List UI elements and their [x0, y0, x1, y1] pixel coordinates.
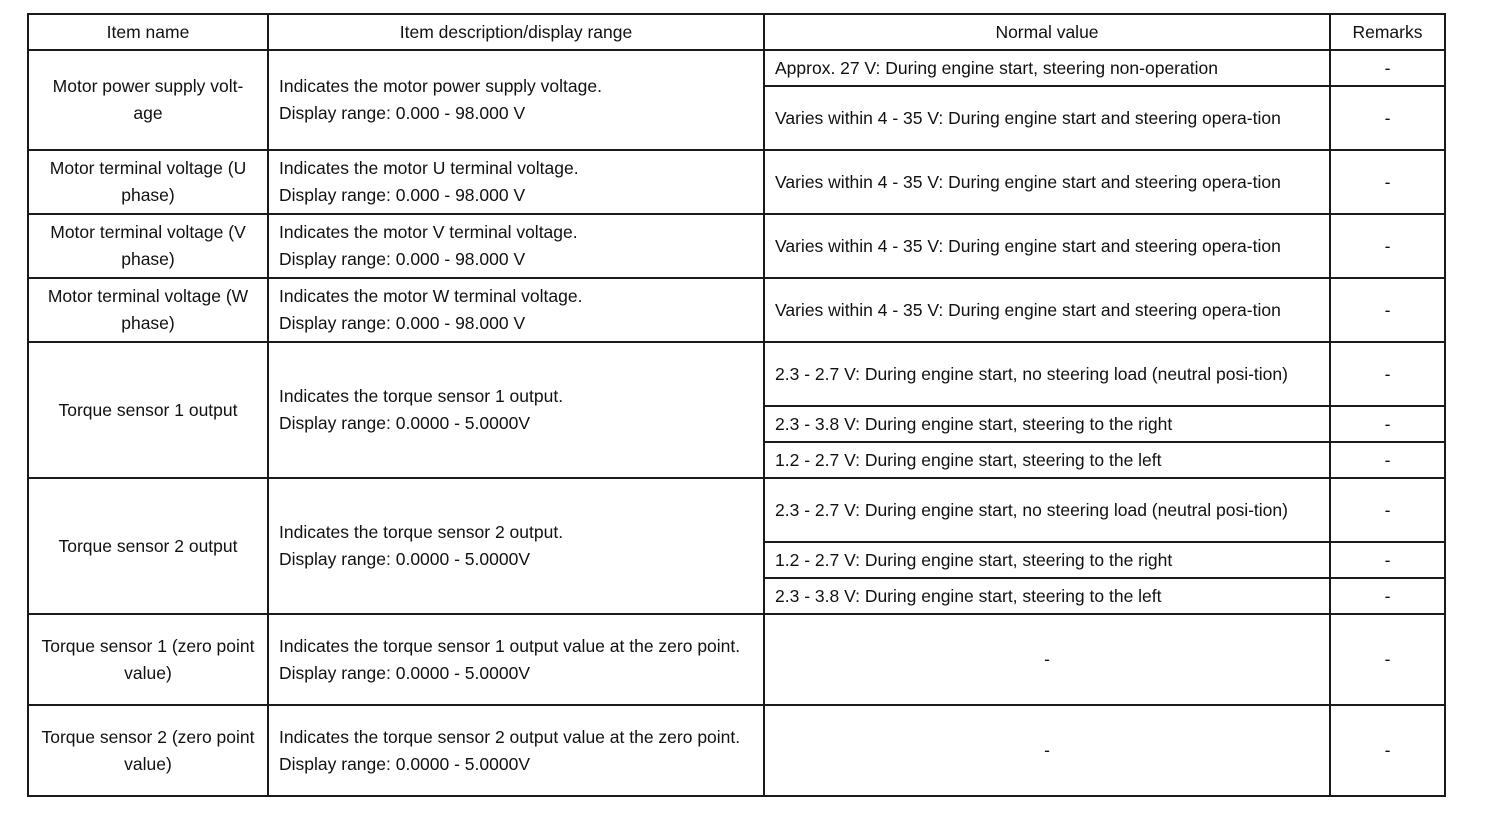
- remarks-cell: -: [1330, 342, 1445, 406]
- remarks-cell: -: [1330, 478, 1445, 542]
- remarks-cell: -: [1330, 442, 1445, 478]
- normal-value-cell: Varies within 4 - 35 V: During engine start and steering opera-tion: [764, 278, 1330, 342]
- table-row: [28, 478, 1445, 542]
- table-row: [28, 705, 1445, 796]
- item-name-cell: Torque sensor 1 output: [28, 342, 268, 478]
- description-text: Indicates the torque sensor 1 output value at the zero point.: [279, 635, 741, 656]
- table-row: [28, 214, 1445, 278]
- description-text: Indicates the torque sensor 1 output.: [279, 386, 564, 406]
- remarks-cell: -: [1330, 578, 1445, 614]
- header-normal-value: Normal value: [764, 14, 1330, 50]
- normal-value-cell: Varies within 4 - 35 V: During engine start and steering opera-tion: [764, 150, 1330, 214]
- normal-value-cell: 2.3 - 3.8 V: During engine start, steering to the right: [764, 406, 1330, 442]
- header-description: Item description/display range: [268, 14, 764, 50]
- item-name-cell: Motor power supply volt-age: [28, 50, 268, 150]
- normal-value-cell: 2.3 - 2.7 V: During engine start, no steering load (neutral posi-tion): [764, 478, 1330, 542]
- remarks-cell: -: [1330, 86, 1445, 150]
- item-description-cell: [268, 278, 764, 342]
- remarks-cell: -: [1330, 705, 1445, 796]
- item-name-cell: Motor terminal voltage (U phase): [28, 150, 268, 214]
- item-description-cell: [268, 478, 764, 614]
- table-row: [28, 278, 1445, 342]
- remarks-cell: -: [1330, 542, 1445, 578]
- description-text: Indicates the motor W terminal voltage.: [279, 286, 583, 306]
- item-description-cell: [268, 50, 764, 150]
- remarks-cell: -: [1330, 150, 1445, 214]
- description-text: Indicates the motor V terminal voltage.: [279, 222, 578, 242]
- normal-value-cell: 2.3 - 3.8 V: During engine start, steering to the left: [764, 578, 1330, 614]
- remarks-cell: -: [1330, 50, 1445, 86]
- remarks-cell: -: [1330, 614, 1445, 705]
- table-header-row: [28, 14, 1445, 50]
- item-name-cell: Motor terminal voltage (W phase): [28, 278, 268, 342]
- display-range-text: Display range: 0.000 - 98.000 V: [279, 249, 526, 269]
- description-text: Indicates the torque sensor 2 output value at the zero point.: [279, 726, 741, 747]
- normal-value-cell: -: [764, 705, 1330, 796]
- table-row: [28, 150, 1445, 214]
- table-row: [28, 50, 1445, 86]
- item-description-cell: [268, 705, 764, 796]
- description-text: Indicates the motor U terminal voltage.: [279, 158, 579, 178]
- display-range-text: Display range: 0.000 - 98.000 V: [279, 185, 526, 205]
- item-description-cell: [268, 614, 764, 705]
- item-name-cell: Motor terminal voltage (V phase): [28, 214, 268, 278]
- remarks-cell: -: [1330, 214, 1445, 278]
- normal-value-cell: 1.2 - 2.7 V: During engine start, steering to the left: [764, 442, 1330, 478]
- item-description-cell: [268, 214, 764, 278]
- item-name-cell: Torque sensor 2 output: [28, 478, 268, 614]
- normal-value-cell: Approx. 27 V: During engine start, steering non-operation: [764, 50, 1330, 86]
- normal-value-cell: 1.2 - 2.7 V: During engine start, steering to the right: [764, 542, 1330, 578]
- header-item-name: Item name: [28, 14, 268, 50]
- display-range-text: Display range: 0.0000 - 5.0000V: [279, 753, 530, 774]
- table-row: [28, 614, 1445, 705]
- display-range-text: Display range: 0.0000 - 5.0000V: [279, 549, 530, 569]
- normal-value-cell: 2.3 - 2.7 V: During engine start, no steering load (neutral posi-tion): [764, 342, 1330, 406]
- display-range-text: Display range: 0.000 - 98.000 V: [279, 313, 526, 333]
- table-row: [28, 342, 1445, 406]
- normal-value-cell: -: [764, 614, 1330, 705]
- item-description-cell: [268, 150, 764, 214]
- description-text: Indicates the motor power supply voltage.: [279, 76, 602, 96]
- item-name-cell: Torque sensor 2 (zero point value): [28, 705, 268, 796]
- data-monitor-table: [27, 13, 1446, 797]
- remarks-cell: -: [1330, 406, 1445, 442]
- remarks-cell: -: [1330, 278, 1445, 342]
- item-description-cell: [268, 342, 764, 478]
- item-name-cell: Torque sensor 1 (zero point value): [28, 614, 268, 705]
- display-range-text: Display range: 0.0000 - 5.0000V: [279, 413, 530, 433]
- normal-value-cell: Varies within 4 - 35 V: During engine start and steering opera-tion: [764, 86, 1330, 150]
- display-range-text: Display range: 0.000 - 98.000 V: [279, 103, 526, 123]
- normal-value-cell: Varies within 4 - 35 V: During engine start and steering opera-tion: [764, 214, 1330, 278]
- display-range-text: Display range: 0.0000 - 5.0000V: [279, 662, 530, 683]
- description-text: Indicates the torque sensor 2 output.: [279, 522, 564, 542]
- header-remarks: Remarks: [1330, 14, 1445, 50]
